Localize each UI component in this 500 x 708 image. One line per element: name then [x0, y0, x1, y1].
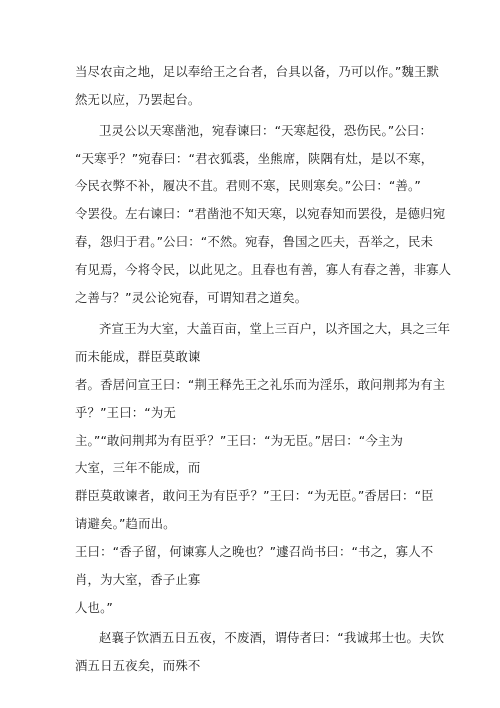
text-line: 卫灵公以天寒凿池，宛春谏曰：“天寒起役，恐伤民。”公曰：: [99, 123, 432, 138]
text-line: 请避矣。”趋而出。: [75, 516, 176, 531]
text-line: 今民衣弊不补，履决不苴。君则不寒，民则寒矣。”公曰：“善。”: [75, 178, 421, 193]
text-line: 大室，三年不能成，而: [75, 460, 201, 475]
text-line: 主。”“敢问荆邦为有臣乎？”王曰：“为无臣。”居曰：“今主为: [75, 433, 403, 448]
text-line: 肖，为大室，香子止寡: [75, 572, 201, 587]
text-line: 而未能成，群臣莫敢谏: [75, 349, 201, 364]
text-line: 之善与？”灵公论宛春，可谓知君之道矣。: [75, 290, 308, 305]
text-line: 令罢役。左右谏曰：“君凿池不知天寒，以宛春知而罢役，是德归宛: [75, 206, 446, 221]
text-line: 人也。”: [75, 600, 113, 615]
text-line: 王曰：“香子留，何谏寡人之晚也？”遽召尚书曰：“书之，寡人不: [75, 544, 434, 559]
text-line: 乎？”王曰：“为无: [75, 405, 176, 420]
text-line: 齐宣王为大室，大盖百亩，堂上三百户，以齐国之大，具之三年: [99, 321, 451, 336]
text-line: 当尽农亩之地，足以奉给王之台者，台具以备，乃可以作。”魏王默: [75, 64, 440, 79]
text-line: 酒五日五夜矣，而殊不: [75, 658, 201, 673]
text-line: 赵襄子饮酒五日五夜，不废酒，谓侍者曰：“我诚邦士也。夫饮: [99, 630, 445, 645]
text-line: 者。香居问宣王曰：“荆王释先王之礼乐而为淫乐，敢问荆邦为有主: [75, 377, 446, 392]
text-line: 然无以应，乃罢起台。: [75, 92, 201, 107]
text-line: 有见焉，今将令民，以此见之。且春也有善，寡人有春之善，非寡人: [75, 262, 452, 277]
text-line: 群臣莫敢谏者，敢问王为有臣乎？”王曰：“为无臣。”香居曰：“臣: [75, 488, 434, 503]
text-line: 春，怨归于君。”公曰：“不然。宛春，鲁国之匹夫，吾举之，民未: [75, 234, 434, 249]
text-line: “天寒乎？”宛春曰：“君衣狐裘，坐熊席，陕隅有灶，是以不寒，: [75, 151, 434, 166]
